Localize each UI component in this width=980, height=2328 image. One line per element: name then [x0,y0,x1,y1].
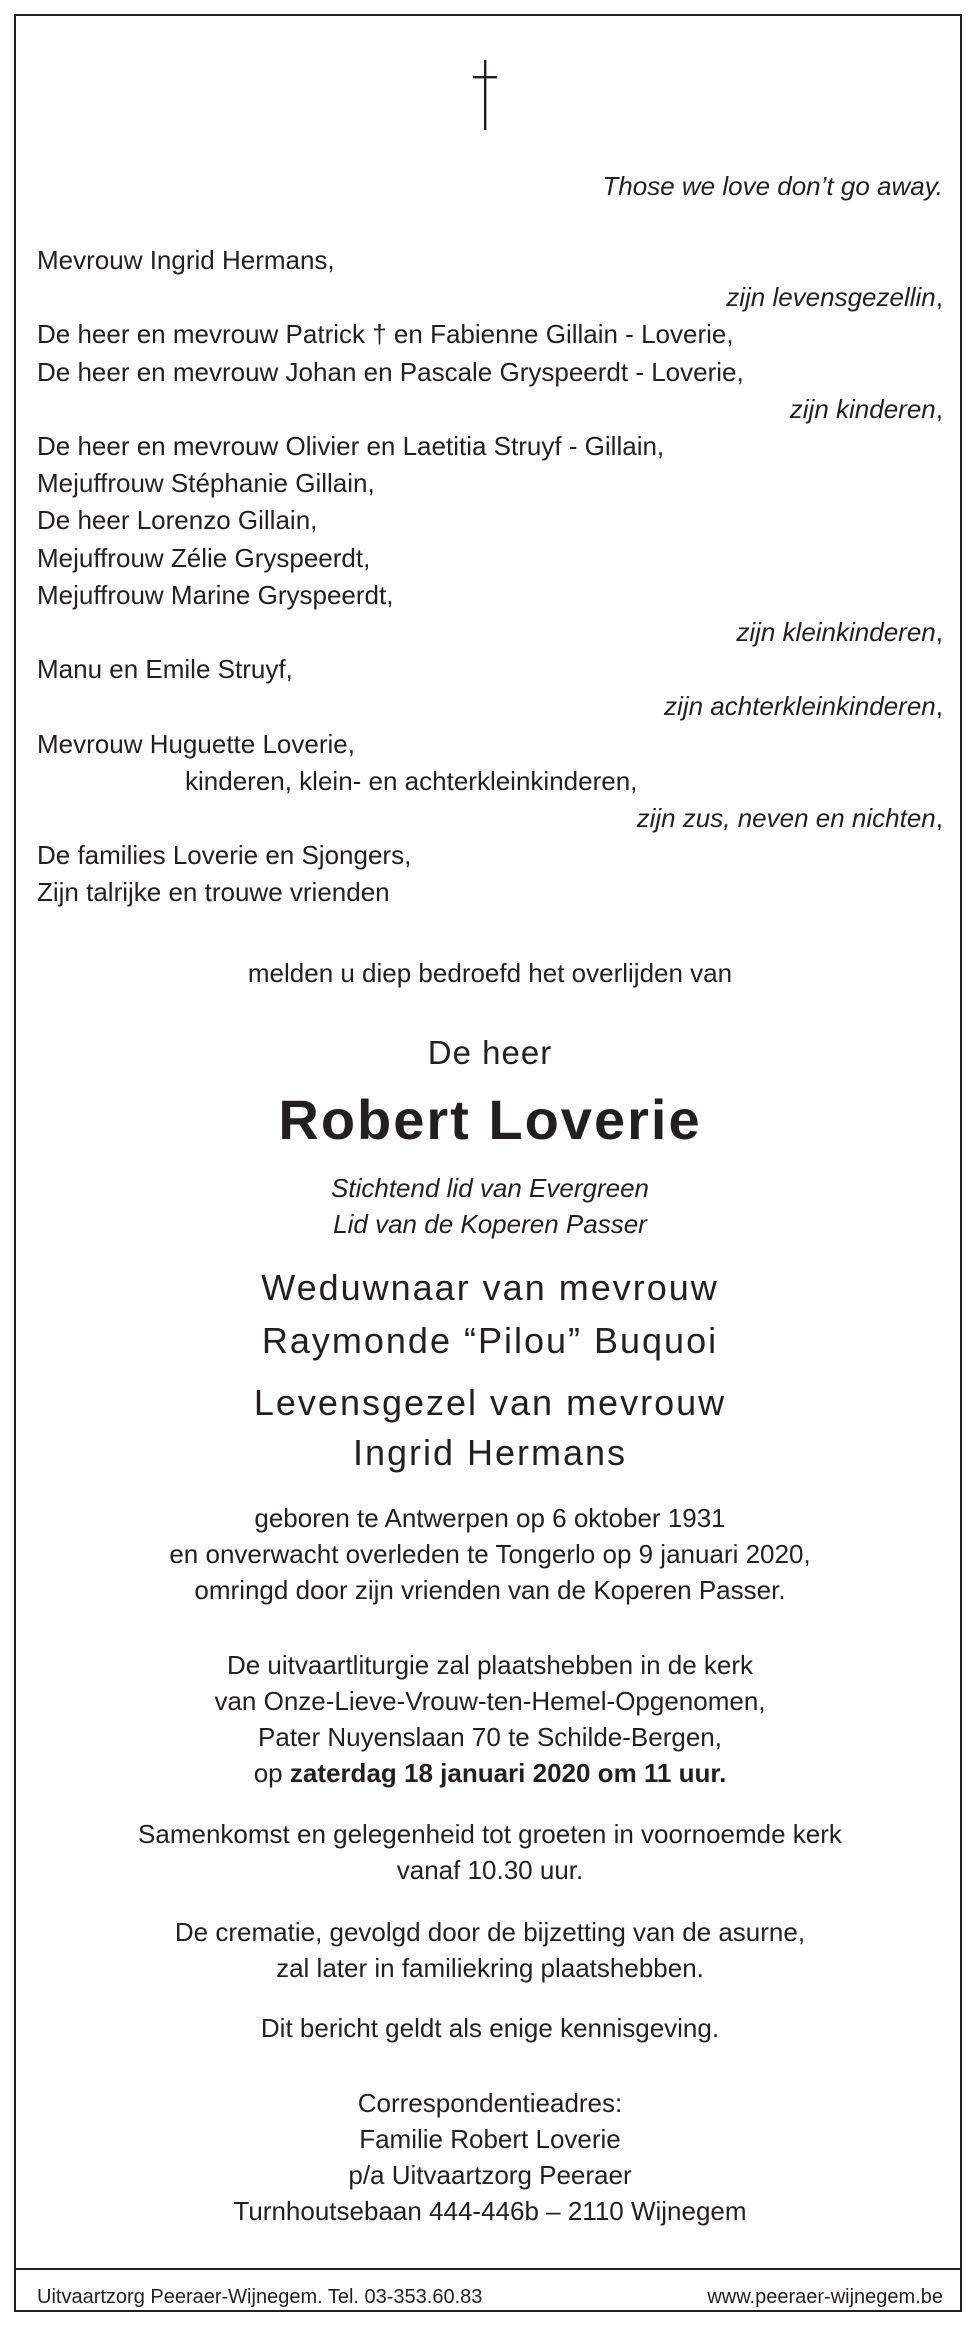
family-line: Mevrouw Huguette Loverie, [37,729,355,759]
partner-line-2: Ingrid Hermans [352,1432,628,1473]
life-line-1: geboren te Antwerpen op 6 oktober 1931 [254,1503,726,1533]
widower-line-1: Weduwnaar van mevrouw [261,1267,719,1308]
family-line: Mejuffrouw Zélie Gryspeerdt, [37,543,371,573]
role-1: Stichtend lid van Evergreen [331,1173,649,1203]
announcement: melden u diep bedroefd het overlijden van [247,958,733,988]
family-line: De families Loverie en Sjongers, [37,840,412,870]
deceased-name: Robert Loverie [278,1088,702,1151]
funeral-date: zaterdag 18 januari 2020 om 11 uur. [289,1758,727,1788]
correspondence-care-of: p/a Uitvaartzorg Peeraer [348,2160,632,2190]
family-line: kinderen, klein- en achterkleinkinderen, [185,766,638,796]
funeral-line-1: De uitvaartliturgie zal plaatshebben in de kerk [226,1650,754,1680]
relation-suffix: , [935,617,943,647]
relation-label: zijn kinderen [789,394,936,424]
family-line: Zijn talrijke en trouwe vrienden [37,877,390,907]
cremation-line-2: zal later in familiekring plaatshebben. [276,1953,704,1983]
footer-website-link[interactable]: www.peeraer-wijnegem.be [707,2286,943,2308]
family-line: Manu en Emile Struyf, [37,654,293,684]
funeral-line-3: Pater Nuyenslaan 70 te Schilde-Bergen, [258,1722,722,1752]
family-line [37,800,943,836]
family-line: De heer en mevrouw Olivier en Laetitia Struyf - Gillain, [37,431,665,461]
family-line: Mejuffrouw Stéphanie Gillain, [37,468,375,498]
relation-label: zijn achterkleinkinderen [664,691,936,721]
relation-suffix: , [935,282,943,312]
footer-contact: Uitvaartzorg Peeraer-Wijnegem. Tel. 03-353.60.83 [37,2286,483,2308]
life-line-3: omringd door zijn vrienden van de Koperen Passer. [194,1575,786,1605]
relation-label: zijn zus, neven en nichten [636,803,936,833]
family-line: De heer Lorenzo Gillain, [37,505,318,535]
family-line: Mejuffrouw Marine Gryspeerdt, [37,580,394,610]
family-line: Mevrouw Ingrid Hermans, [37,245,335,275]
footer [37,2284,943,2310]
cremation-line-1: De crematie, gevolgd door de bijzetting van de asurne, [174,1917,806,1947]
family-line: De heer en mevrouw Johan en Pascale Gryspeerdt - Loverie, [37,357,744,387]
funeral-date-prefix: op [253,1758,290,1788]
family-line [37,391,943,427]
family-line: De heer en mevrouw Patrick † en Fabienne Gillain - Loverie, [37,319,734,349]
role-2: Lid van de Koperen Passer [333,1209,647,1239]
funeral-line-2: van Onze-Lieve-Vrouw-ten-Hemel-Opgenomen, [214,1686,766,1716]
gathering-line-1: Samenkomst en gelegenheid tot groeten in voornoemde kerk [138,1819,842,1849]
partner-line-1: Levensgezel van mevrouw [253,1382,727,1423]
life-line-2: en onverwacht overleden te Tongerlo op 9 januari 2020, [169,1539,811,1569]
correspondence-label: Correspondentieadres: [357,2088,623,2118]
widower-line-2: Raymonde “Pilou” Buquoi [261,1320,719,1361]
relation-label: zijn levensgezellin [726,282,936,312]
motto: Those we love don’t go away. [602,171,943,201]
family-line [37,614,943,650]
family-line [37,688,943,724]
relation-suffix: , [935,691,943,721]
footer-divider [14,2268,962,2270]
notice: Dit bericht geldt als enige kennisgeving. [260,2013,720,2043]
relation-label: zijn kleinkinderen [736,617,936,647]
cross-icon [469,60,501,130]
honorific: De heer [427,1034,553,1071]
funeral-date-line [37,1755,943,1791]
gathering-line-2: vanaf 10.30 uur. [396,1855,584,1885]
family-line [37,279,943,315]
correspondence-address: Turnhoutsebaan 444-446b – 2110 Wijnegem [233,2196,747,2226]
relation-suffix: , [935,394,943,424]
correspondence-name: Familie Robert Loverie [359,2124,621,2154]
relation-suffix: , [935,803,943,833]
